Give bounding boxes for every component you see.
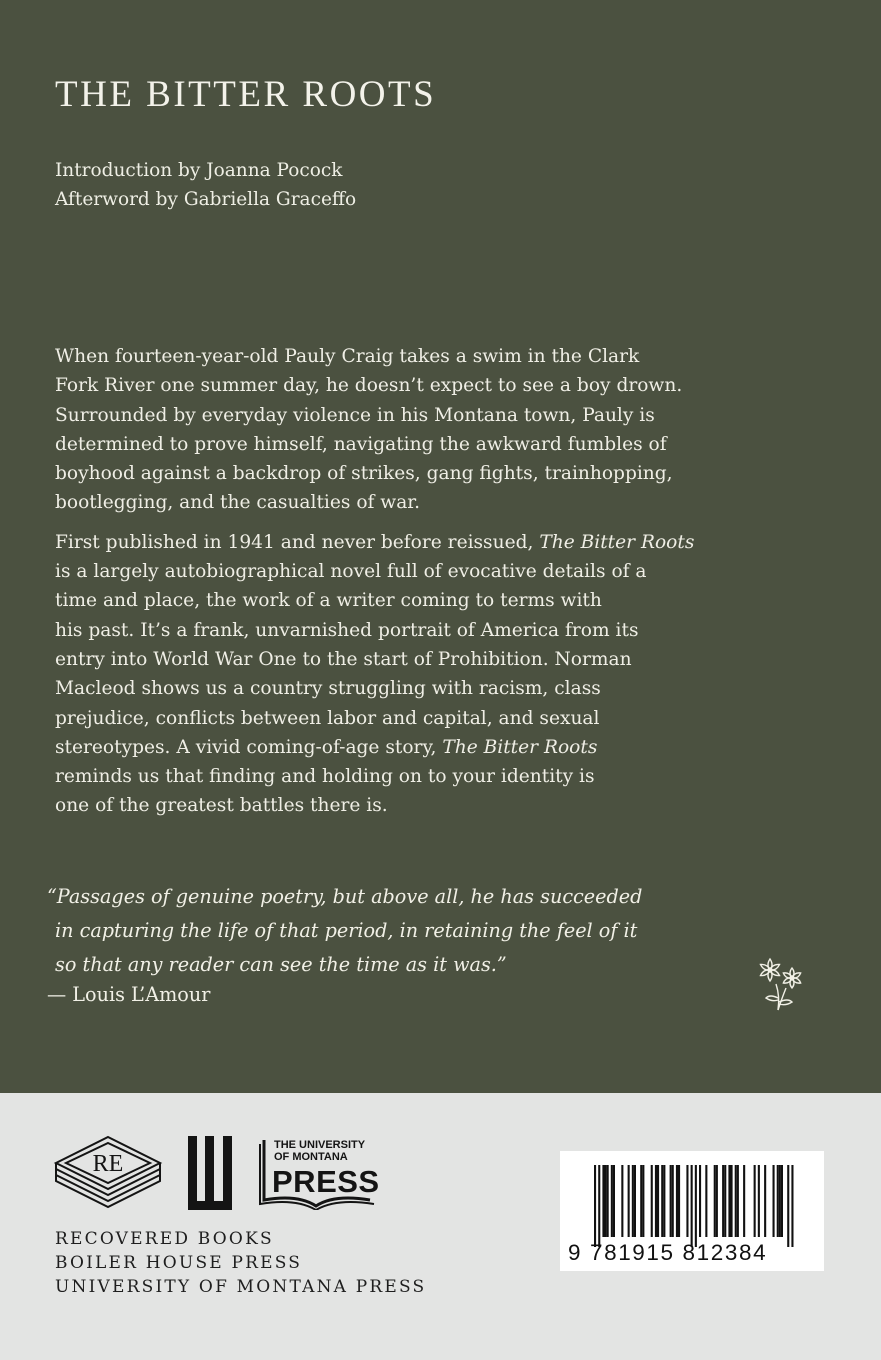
blurb-line: one of the greatest battles there is. — [55, 795, 388, 817]
barcode-bar — [628, 1165, 630, 1237]
barcode-bar — [716, 1165, 718, 1237]
montana-press-line: THE UNIVERSITY — [274, 1139, 366, 1151]
publisher-list — [55, 1227, 426, 1299]
barcode-bar — [764, 1165, 766, 1237]
book-title: THE BITTER ROOTS — [55, 74, 437, 115]
publisher-name: BOILER HOUSE PRESS — [55, 1253, 303, 1273]
review-quote — [47, 880, 642, 982]
quote-line: “Passages of genuine poetry, but above all, he has succeeded — [47, 885, 643, 908]
blurb-line: Surrounded by everyday violence in his Montana town, Pauly is — [55, 404, 655, 426]
barcode-bar — [621, 1165, 623, 1237]
quote-line: in capturing the life of that period, in retaining the feel of it — [55, 919, 638, 942]
barcode-bar — [686, 1165, 688, 1237]
book-title-italic: The Bitter Roots — [442, 736, 598, 758]
afterword-credit: Afterword by Gabriella Graceffo — [55, 189, 357, 210]
book-credits — [55, 156, 356, 214]
barcode-bar — [781, 1165, 783, 1237]
quote-line: so that any reader can see the time as it was.” — [55, 953, 507, 976]
barcode-bar — [640, 1165, 642, 1237]
barcode-bar — [791, 1165, 793, 1247]
barcode-bar — [605, 1165, 607, 1237]
blurb-line: determined to prove himself, navigating the awkward fumbles of — [55, 433, 667, 455]
blurb-line: his past. It’s a frank, unvarnished portrait of America from its — [55, 619, 639, 641]
blurb-line — [55, 733, 695, 762]
blurb-line: Macleod shows us a country struggling with racism, class — [55, 678, 601, 700]
barcode-bar — [731, 1165, 733, 1237]
quote-attribution: — Louis L’Amour — [47, 983, 211, 1006]
re-logo-letters: RE — [92, 1151, 124, 1177]
blurb-paragraph-2 — [55, 528, 695, 821]
barcode-bar — [661, 1165, 663, 1237]
blurb-text: First published in 1941 and never before reissued, — [55, 531, 540, 553]
blurb-line: When fourteen-year-old Pauly Craig takes a swim in the Clark — [55, 346, 640, 367]
blurb-line: bootlegging, and the casualties of war. — [55, 492, 421, 514]
boiler-house-logo-icon — [188, 1136, 232, 1210]
barcode-bar — [735, 1165, 737, 1237]
barcode-bar — [754, 1165, 756, 1237]
barcode-bar — [758, 1165, 760, 1237]
barcode-bar — [695, 1165, 697, 1247]
barcode-bar — [787, 1165, 789, 1247]
barcode-bar — [670, 1165, 672, 1237]
barcode-bar — [722, 1165, 724, 1237]
barcode-bar — [594, 1165, 596, 1247]
blurb-paragraph-1 — [55, 342, 695, 518]
introduction-credit: Introduction by Joanna Pocock — [55, 160, 343, 181]
barcode-bar — [672, 1165, 674, 1237]
barcode-bar — [699, 1165, 701, 1237]
barcode-bar — [777, 1165, 779, 1237]
barcode-bar — [714, 1165, 716, 1237]
barcode-bar — [728, 1165, 730, 1237]
barcode-bar — [773, 1165, 775, 1237]
blurb-line: Fork River one summer day, he doesn’t expect to see a boy drown. — [55, 375, 683, 397]
re-logo-icon — [52, 1133, 164, 1211]
barcode-bar — [676, 1165, 678, 1237]
barcode-bar — [705, 1165, 707, 1237]
blurb-text: stereotypes. A vivid coming-of-age story, — [55, 736, 443, 758]
blurb-line: prejudice, conflicts between labor and capital, and sexual — [55, 707, 600, 729]
barcode-bar — [613, 1165, 615, 1237]
barcode-bar — [779, 1165, 781, 1237]
barcode-bars — [568, 1163, 816, 1247]
barcode-bar — [632, 1165, 634, 1237]
barcode-bar — [611, 1165, 613, 1237]
blurb-line: entry into World War One to the start of Prohibition. Norman — [55, 648, 632, 670]
blurb-line: reminds us that finding and holding on to your identity is — [55, 766, 595, 788]
barcode-bar — [737, 1165, 739, 1237]
barcode-bar — [642, 1165, 644, 1237]
book-title-italic: The Bitter Roots — [539, 531, 695, 553]
barcode-bar — [651, 1165, 653, 1237]
barcode-bar — [657, 1165, 659, 1237]
montana-press-press-word: PRESS — [272, 1164, 380, 1199]
barcode-bar — [724, 1165, 726, 1237]
book-blurb — [55, 342, 695, 831]
isbn-number: 9 781915 812384 — [568, 1240, 768, 1265]
barcode-bar — [655, 1165, 657, 1237]
blurb-line: time and place, the work of a writer coming to terms with — [55, 590, 602, 612]
publisher-name: UNIVERSITY OF MONTANA PRESS — [55, 1277, 427, 1297]
publisher-name: RECOVERED BOOKS — [55, 1229, 274, 1249]
barcode-bar — [602, 1165, 604, 1237]
blurb-line: is a largely autobiographical novel full of evocative details of a — [55, 561, 647, 583]
flower-sprig-icon — [756, 954, 808, 1014]
montana-press-line: OF MONTANA — [274, 1151, 348, 1163]
montana-press-wordmark — [274, 1139, 365, 1163]
blurb-line: boyhood against a backdrop of strikes, gang fights, trainhopping, — [55, 463, 673, 485]
barcode-bar — [634, 1165, 636, 1237]
barcode-bar — [598, 1165, 600, 1247]
barcode-bar — [607, 1165, 609, 1237]
barcode-bar — [678, 1165, 680, 1237]
barcode-bar — [691, 1165, 693, 1247]
blurb-line — [55, 528, 695, 557]
barcode-bar — [663, 1165, 665, 1237]
barcode-bar — [743, 1165, 745, 1237]
